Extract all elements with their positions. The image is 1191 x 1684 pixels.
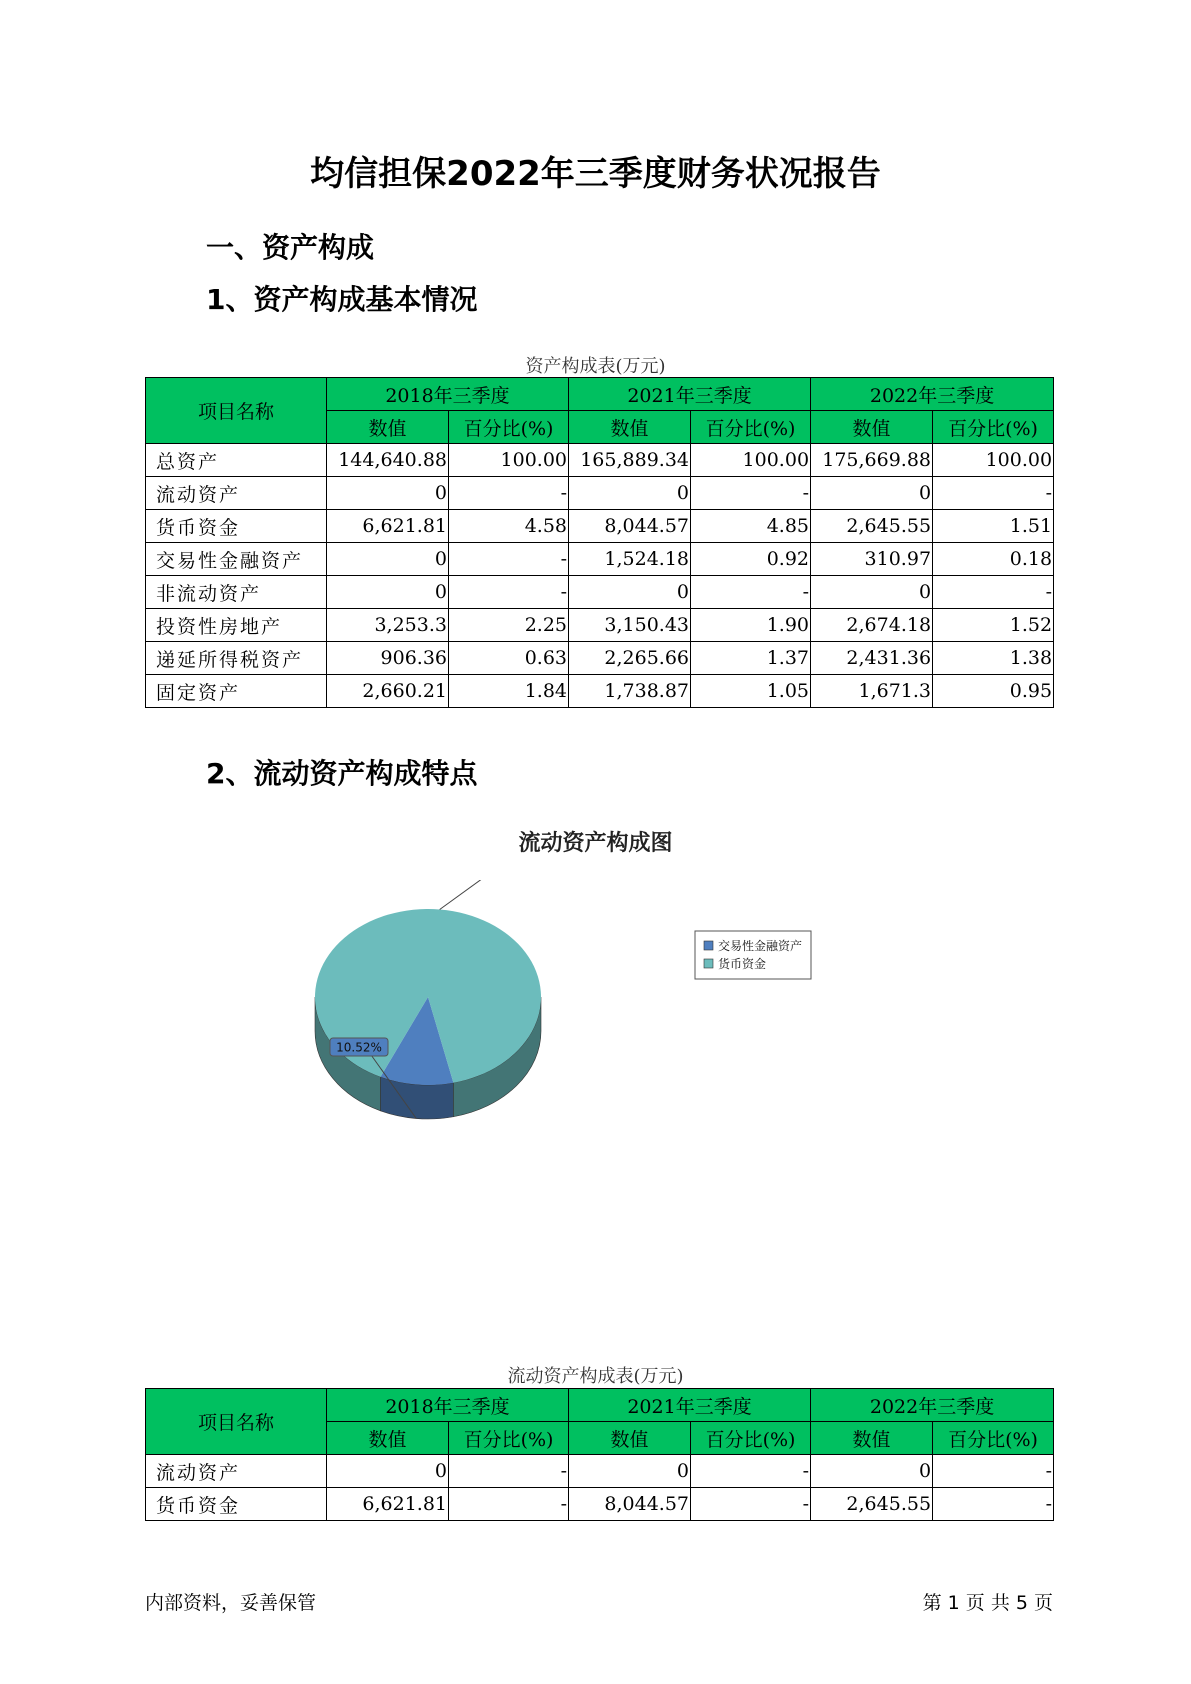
header-period: 2021年三季度 — [569, 378, 811, 411]
table1-caption: 资产构成表(万元) — [525, 356, 666, 377]
value-cell: 6,621.81 — [327, 510, 449, 543]
table-row — [146, 444, 1054, 477]
value-cell: 0 — [811, 576, 933, 609]
percent-cell: - — [691, 1455, 811, 1488]
percent-cell: 1.51 — [933, 510, 1054, 543]
percent-cell: 1.52 — [933, 609, 1054, 642]
asset-composition-table — [145, 377, 1054, 708]
percent-cell: - — [691, 1488, 811, 1521]
value-cell: 6,621.81 — [327, 1488, 449, 1521]
footer-confidential-note: 内部资料，妥善保管 — [145, 1592, 317, 1614]
row-label: 总资产 — [146, 444, 327, 477]
header-percent: 百分比(%) — [933, 411, 1054, 444]
subsection-heading-current-assets: 2、流动资产构成特点 — [206, 757, 478, 790]
header-value: 数值 — [569, 411, 691, 444]
value-cell: 2,674.18 — [811, 609, 933, 642]
header-value: 数值 — [327, 1422, 449, 1455]
value-cell: 3,253.3 — [327, 609, 449, 642]
current-assets-pie-chart — [290, 880, 930, 1140]
row-label: 货币资金 — [146, 1488, 327, 1521]
percent-cell: 0.92 — [691, 543, 811, 576]
percent-cell: - — [933, 1488, 1054, 1521]
header-value: 数值 — [811, 411, 933, 444]
value-cell: 0 — [327, 1455, 449, 1488]
header-percent: 百分比(%) — [691, 1422, 811, 1455]
chart-title: 流动资产构成图 — [518, 831, 673, 856]
table-row — [146, 642, 1054, 675]
percent-cell: 0.95 — [933, 675, 1054, 708]
value-cell: 2,660.21 — [327, 675, 449, 708]
percent-cell: - — [933, 1455, 1054, 1488]
legend-swatch — [704, 959, 713, 968]
percent-cell: 0.18 — [933, 543, 1054, 576]
current-assets-table — [145, 1388, 1054, 1521]
document-title: 均信担保2022年三季度财务状况报告 — [310, 154, 881, 194]
header-period: 2018年三季度 — [327, 1389, 569, 1422]
table-row — [146, 675, 1054, 708]
row-label: 流动资产 — [146, 1455, 327, 1488]
value-cell: 0 — [811, 477, 933, 510]
header-value: 数值 — [569, 1422, 691, 1455]
header-period: 2018年三季度 — [327, 378, 569, 411]
percent-cell: - — [449, 543, 569, 576]
row-label: 流动资产 — [146, 477, 327, 510]
percent-cell: 2.25 — [449, 609, 569, 642]
percent-cell: 0.63 — [449, 642, 569, 675]
percent-cell: 1.37 — [691, 642, 811, 675]
table-row — [146, 543, 1054, 576]
header-value: 数值 — [811, 1422, 933, 1455]
value-cell: 1,524.18 — [569, 543, 691, 576]
subsection-heading-basic: 1、资产构成基本情况 — [206, 283, 478, 316]
footer-page-number: 第 1 页 共 5 页 — [922, 1592, 1053, 1614]
percent-cell: 1.90 — [691, 609, 811, 642]
percent-cell: 1.38 — [933, 642, 1054, 675]
percent-cell: - — [691, 477, 811, 510]
value-cell: 3,150.43 — [569, 609, 691, 642]
table2-caption: 流动资产构成表(万元) — [507, 1366, 684, 1387]
header-percent: 百分比(%) — [449, 411, 569, 444]
value-cell: 165,889.34 — [569, 444, 691, 477]
percent-cell: 100.00 — [691, 444, 811, 477]
header-item-name: 项目名称 — [146, 1389, 327, 1455]
header-value: 数值 — [327, 411, 449, 444]
header-percent: 百分比(%) — [449, 1422, 569, 1455]
header-percent: 百分比(%) — [691, 411, 811, 444]
section-heading-asset-composition: 一、资产构成 — [206, 231, 375, 264]
table-row — [146, 477, 1054, 510]
value-cell: 8,044.57 — [569, 510, 691, 543]
table-row — [146, 1488, 1054, 1521]
row-label: 非流动资产 — [146, 576, 327, 609]
value-cell: 310.97 — [811, 543, 933, 576]
value-cell: 0 — [811, 1455, 933, 1488]
row-label: 投资性房地产 — [146, 609, 327, 642]
value-cell: 1,738.87 — [569, 675, 691, 708]
percent-cell: - — [933, 477, 1054, 510]
percent-cell: - — [449, 477, 569, 510]
leader-line — [440, 880, 526, 909]
value-cell: 175,669.88 — [811, 444, 933, 477]
percent-cell: 100.00 — [933, 444, 1054, 477]
header-item-name: 项目名称 — [146, 378, 327, 444]
row-label: 货币资金 — [146, 510, 327, 543]
value-cell: 0 — [327, 477, 449, 510]
header-period: 2022年三季度 — [811, 1389, 1054, 1422]
legend-entry: 交易性金融资产 — [718, 939, 803, 953]
row-label: 交易性金融资产 — [146, 543, 327, 576]
header-period: 2022年三季度 — [811, 378, 1054, 411]
row-label: 固定资产 — [146, 675, 327, 708]
legend-entry: 货币资金 — [718, 957, 767, 971]
data-label: 10.52% — [336, 1040, 382, 1055]
percent-cell: 4.58 — [449, 510, 569, 543]
value-cell: 2,645.55 — [811, 1488, 933, 1521]
percent-cell: - — [691, 576, 811, 609]
table-row — [146, 609, 1054, 642]
value-cell: 0 — [569, 1455, 691, 1488]
value-cell: 2,431.36 — [811, 642, 933, 675]
value-cell: 0 — [569, 477, 691, 510]
value-cell: 2,265.66 — [569, 642, 691, 675]
percent-cell: - — [449, 576, 569, 609]
percent-cell: 100.00 — [449, 444, 569, 477]
percent-cell: 1.84 — [449, 675, 569, 708]
table-row — [146, 576, 1054, 609]
value-cell: 0 — [327, 576, 449, 609]
value-cell: 0 — [569, 576, 691, 609]
header-period: 2021年三季度 — [569, 1389, 811, 1422]
header-percent: 百分比(%) — [933, 1422, 1054, 1455]
row-label: 递延所得税资产 — [146, 642, 327, 675]
table-row — [146, 510, 1054, 543]
percent-cell: 1.05 — [691, 675, 811, 708]
value-cell: 144,640.88 — [327, 444, 449, 477]
percent-cell: - — [449, 1488, 569, 1521]
percent-cell: 4.85 — [691, 510, 811, 543]
percent-cell: - — [449, 1455, 569, 1488]
value-cell: 0 — [327, 543, 449, 576]
value-cell: 2,645.55 — [811, 510, 933, 543]
table-row — [146, 1455, 1054, 1488]
percent-cell: - — [933, 576, 1054, 609]
value-cell: 906.36 — [327, 642, 449, 675]
legend-swatch — [704, 941, 713, 950]
value-cell: 8,044.57 — [569, 1488, 691, 1521]
value-cell: 1,671.3 — [811, 675, 933, 708]
